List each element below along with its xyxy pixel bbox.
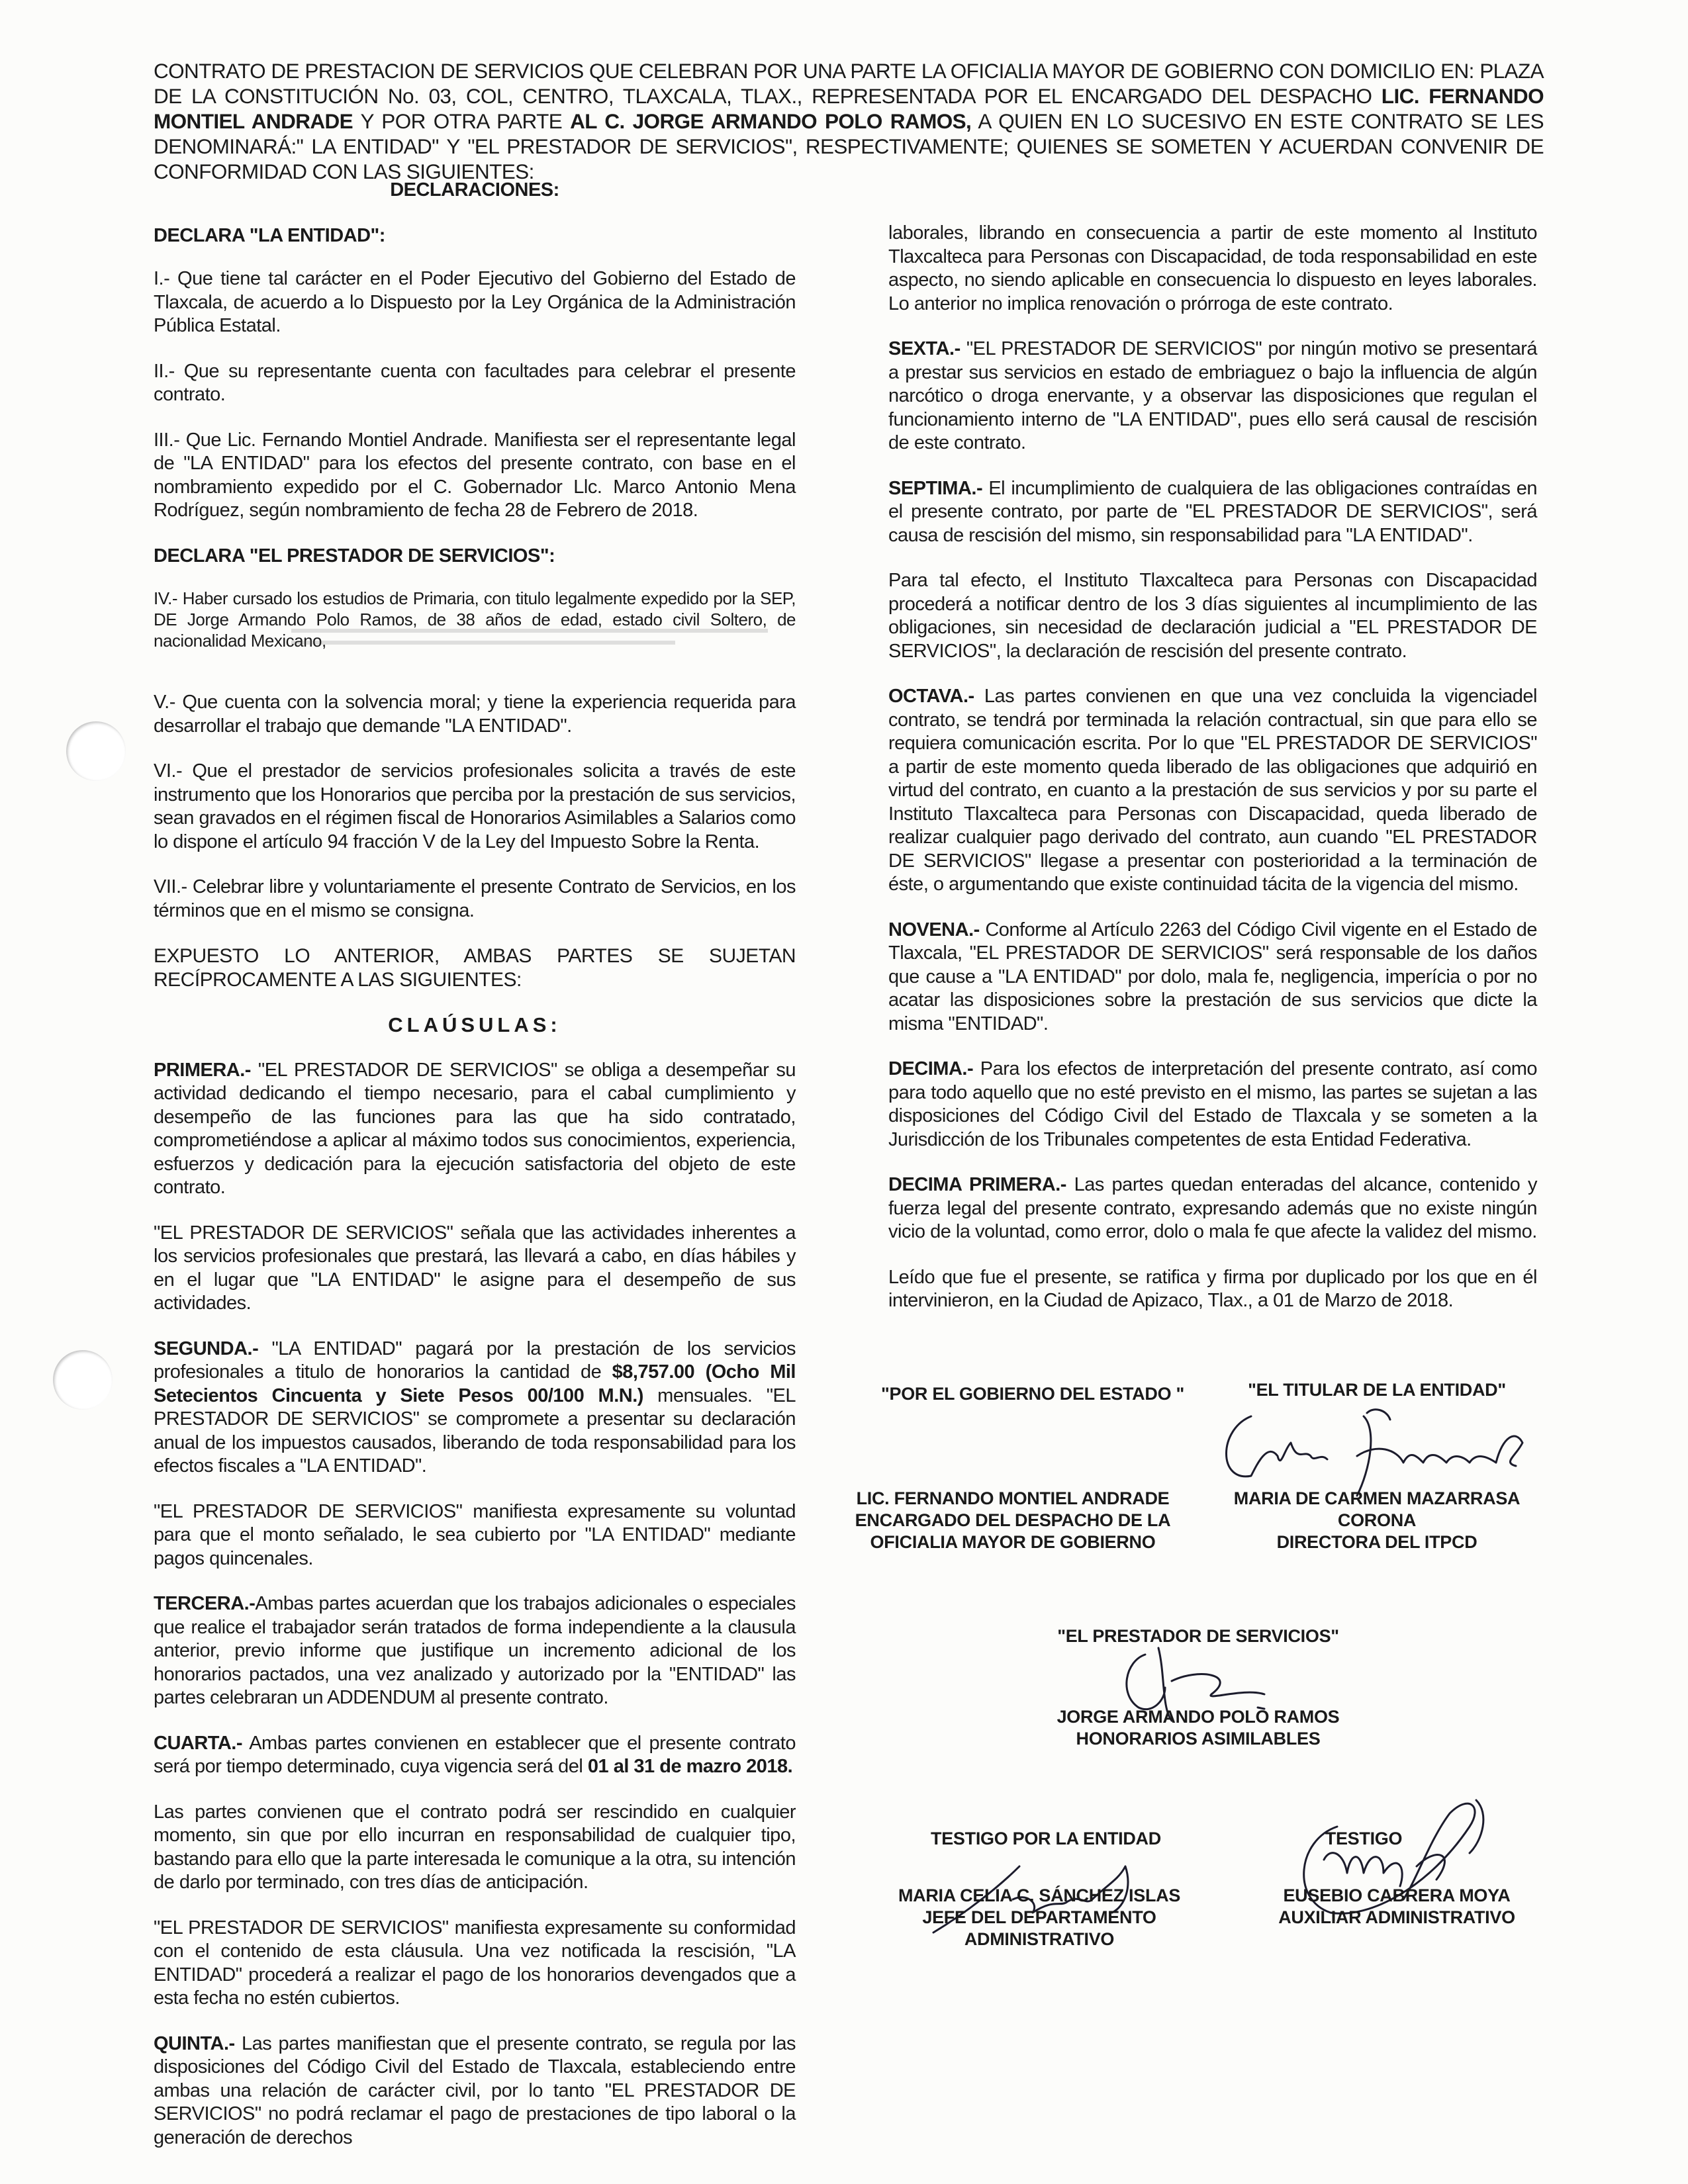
clause-text: Las partes manifiestan que el presente contrato, se regula por las disposiciones del Código Civil del Estado de Tlaxcala, estableciendo entre ambas una relación de carácter civil, por lo tanto "EL PRESTADOR DE SERVICIOS" no podrá reclamar el pago de prestaciones de tipo laboral o la generación de derechos <box>154 2032 796 2148</box>
signer-role: DIRECTORA DEL ITPCD <box>1276 1532 1477 1552</box>
clausula-decima-primera <box>888 1173 1537 1244</box>
declaraciones-title: DECLARACIONES: <box>390 179 559 201</box>
testigo2-signature-block <box>1258 1885 1536 1929</box>
clausula-cuarta <box>154 1732 796 1779</box>
signer-name: JORGE ARMANDO POLO RAMOS <box>1056 1707 1340 1727</box>
clausula-primera-2: "EL PRESTADOR DE SERVICIOS" señala que las actividades inherentes a los servicios profesionales que prestará, las llevará a cabo, en días hábiles y en el lugar que "LA ENTIDAD" le asigne para el desempeño de sus actividades. <box>154 1222 796 1314</box>
redacted-line <box>291 641 675 645</box>
header-text: A QUIEN EN LO SUCESIVO EN ESTE CONTRATO SE LES DENOMINARÁ:" LA ENTIDAD" Y "EL PRESTADOR DE SERVICIOS", RESPECTIVAMENTE; QUIENES SE SOMETEN Y ACUERDAN CONVENIR DE CONFORMIDAD CON LAS SIGUIENTES: <box>154 109 1544 183</box>
clause-text: Ambas partes acuerdan que los trabajos adicionales o especiales que realice el trabajador serán tratados de forma independiente a la clausula anterior, previo informe que justifique un incremento adicional de los honorarios pactados, una vez analizado y autorizado por la "ENTIDAD" las partes celebraran un ADDENDUM al presente contrato. <box>154 1593 796 1708</box>
clausula-septima <box>888 477 1537 548</box>
declaracion-vii: VII.- Celebrar libre y voluntariamente el presente Contrato de Servicios, en los términos que en el mismo se consigna. <box>154 876 796 921</box>
testigo1-signature-block <box>874 1885 1205 1950</box>
clausula-quinta-cont: laborales, librando en consecuencia a partir de este momento al Instituto Tlaxcalteca para Personas con Discapacidad, de toda responsabilidad en este aspecto, no siendo aplicable en consecuencia lo dispuesto en leyes laborales. Lo anterior no implica renovación o prórroga de este contrato. <box>888 222 1537 314</box>
clause-text: Las partes quedan enteradas del alcance, contenido y fuerza legal del presente contrato, expresando además que no existe ningún vicio de la voluntad, como error, dolo o mala fe que afecte la validez del mismo. <box>888 1174 1537 1242</box>
clause-text: "EL PRESTADOR DE SERVICIOS" por ningún motivo se presentará a prestar sus servicios en estado de embriaguez o bajo la influencia de algún narcótico o droga enervante, y a observar las disposiciones que regulan el funcionamiento interno de "LA ENTIDAD", pues ello será causal de rescisión de este contrato. <box>888 338 1537 453</box>
clause-text: Para los efectos de interpretación del presente contrato, así como para todo aquello que no esté previsto en el mismo, las partes se sujetan a las disposiciones del Código Civil del Estado de Tlaxcala y se someten a la Jurisdicción de los Tribunales competentes de esta Entidad Federativa. <box>888 1058 1537 1150</box>
punch-hole <box>66 721 126 781</box>
clause-label: NOVENA.- <box>888 919 980 940</box>
gobierno-signature-block <box>841 1488 1185 1553</box>
clausula-septima-2: Para tal efecto, el Instituto Tlaxcalteca para Personas con Discapacidad procederá a notificar dentro de los 3 días siguientes al incumplimiento de las obligaciones, sin necesidad de declaración judicial a "EL PRESTADOR DE SERVICIOS", la declaración de rescisión del presente contrato. <box>888 570 1537 662</box>
clause-text: mensuales. "EL PRESTADOR DE SERVICIOS" se compromete a presentar su declaración anual de los impuestos causados, liberando de toda responsabilidad para los efectos fiscales a "LA ENTIDAD". <box>154 1385 796 1477</box>
declaracion-iii: III.- Que Lic. Fernando Montiel Andrade. Manifiesta ser el representante legal de "LA ENTIDAD" para los efectos del presente contrato, con base en el nombramiento expedido por el C. Gobernador Llc. Marco Antonio Mena Rodríguez, según nombramiento de fecha 28 de Febrero de 2018. <box>154 429 796 521</box>
representative-name: LIC. FERNANDO MONTIEL ANDRADE <box>154 84 1544 133</box>
clausula-novena <box>888 919 1537 1036</box>
clause-text: Conforme al Artículo 2263 del Código Civil vigente en el Estado de Tlaxcala, "EL PRESTADOR DE SERVICIOS" será responsable de los daños que cause a "LA ENTIDAD" por dolo, mala fe, negligencia, imperícia o por no acatar las disposiciones sobre la prestación de sus servicios que dicte la misma "ENTIDAD". <box>888 919 1537 1034</box>
clause-label: SEPTIMA.- <box>888 477 983 499</box>
signer-name: MARIA CELIA C. SÁNCHEZ ISLAS <box>898 1886 1181 1905</box>
signer-role: ADMINISTRATIVO <box>964 1929 1115 1949</box>
clause-label: DECIMA.- <box>888 1058 974 1079</box>
clause-text: Ambas partes convienen en establecer que el presente contrato será por tiempo determinado, cuya vigencia será del <box>154 1732 796 1777</box>
clause-label: DECIMA PRIMERA.- <box>888 1174 1066 1195</box>
heading-text: "EL PRESTADOR DE SERVICIOS" <box>1057 1626 1339 1646</box>
clause-label: CUARTA.- <box>154 1732 242 1754</box>
signer-name: EUSEBIO CABRERA MOYA <box>1283 1886 1511 1905</box>
redacted-line <box>291 629 768 633</box>
clausula-primera <box>154 1059 796 1200</box>
left-column <box>154 179 796 2171</box>
clause-label: PRIMERA.- <box>154 1059 251 1081</box>
signer-name: MARIA DE CARMEN MAZARRASA <box>1233 1488 1521 1508</box>
clausula-cuarta-2: Las partes convienen que el contrato podrá ser rescindido en cualquier momento, sin que por ello incurran en responsabilidad de cualquier tipo, bastando para ello que la parte interesada le comunique a la otra, su intención de darlo por terminado, con tres días de anticipación. <box>154 1801 796 1893</box>
declaracion-iv: IV.- Haber cursado los estudios de Primaria, con titulo legalmente expedido por la SEP, DE Jorge Armando Polo Ramos, de 38 años de edad, estado civil Soltero, de nacionalidad Mexicano, <box>154 588 796 651</box>
heading-text: "POR EL GOBIERNO DEL ESTADO " <box>881 1384 1184 1404</box>
signer-role: ENCARGADO DEL DESPACHO DE LA <box>855 1510 1171 1530</box>
declara-prestador-heading: DECLARA "EL PRESTADOR DE SERVICIOS": <box>154 545 555 567</box>
clausula-tercera <box>154 1592 796 1710</box>
clausulas-title: CLAÚSULAS: <box>388 1013 561 1036</box>
vigencia-dates: 01 al 31 de mazro 2018. <box>587 1756 793 1777</box>
gobierno-heading <box>874 1383 1192 1405</box>
clausula-cuarta-3: "EL PRESTADOR DE SERVICIOS" manifiesta expresamente su conformidad con el contenido de esta cláusula. Una vez notificada la rescisión, "LA ENTIDAD" procederá a realizar el pago de los honorarios devengados que a esta fecha no estén cubiertos. <box>154 1917 796 2009</box>
expuesto-paragraph: EXPUESTO LO ANTERIOR, AMBAS PARTES SE SUJETAN RECÍPROCAMENTE A LAS SIGUIENTES: <box>154 945 796 991</box>
heading-text: "EL TITULAR DE LA ENTIDAD" <box>1248 1380 1506 1400</box>
clause-label: SEXTA.- <box>888 338 961 359</box>
clause-text: Las partes convienen en que una vez concluida la vigenciadel contrato, se tendrá por terminada la relación contractual, sin que para ello se requiera comunicación escrita. Por lo que "EL PRESTADOR DE SERVICIOS" a partir de este momento queda liberado de las obligaciones que adquirió en virtud del contrato, en cuanto a la prestación de sus servicios y por su parte el Instituto Tlaxcalteca para Personas con Discapacidad, queda liberado de realizar cualquier pago derivado del contrato, aun cuando "EL PRESTADOR DE SERVICIOS" llegase a presentar con posterioridad a la terminación de éste, o argumentando que existe continuidad tácita de la vigencia del mismo. <box>888 686 1537 895</box>
signer-role: AUXILIAR ADMINISTRATIVO <box>1278 1907 1515 1927</box>
signer-name: LIC. FERNANDO MONTIEL ANDRADE <box>856 1488 1170 1508</box>
clause-label: OCTAVA.- <box>888 686 974 707</box>
clausula-segunda <box>154 1338 796 1479</box>
signer-role: JEFE DEL DEPARTAMENTO <box>922 1907 1156 1927</box>
clausula-sexta <box>888 338 1537 455</box>
clause-text: "EL PRESTADOR DE SERVICIOS" se obliga a desempeñar su actividad dedicando el tiempo necesario, para el cabal cumplimiento y desempeño de las funciones para las que ha sido contratado, comprometiéndose a aplicar al máximo todos sus conocimientos, experiencia, esfuerzos y dedicación para la ejecución satisfactoria del objeto de este contrato. <box>154 1059 796 1198</box>
clausula-decima <box>888 1058 1537 1152</box>
clause-label: SEGUNDA.- <box>154 1338 259 1359</box>
clause-label: TERCERA.- <box>154 1593 256 1614</box>
clausula-segunda-2: "EL PRESTADOR DE SERVICIOS" manifiesta expresamente su voluntad para que el monto señalado, le sea cubierto por "LA ENTIDAD" mediante pagos quincenales. <box>154 1500 796 1569</box>
declaracion-vi: VI.- Que el prestador de servicios profesionales solicita a través de este instrumento que los Honorarios que perciba por la prestación de sus servicios, sean gravados en el régimen fiscal de Honorarios Asimilables a Salarios como lo dispone el artículo 94 fracción V de la Ley del Impuesto Sobre la Renta. <box>154 760 796 852</box>
heading-text: TESTIGO <box>1325 1829 1403 1848</box>
prestador-signature-block <box>1033 1706 1364 1750</box>
declara-entidad-heading: DECLARA "LA ENTIDAD": <box>154 224 385 246</box>
clause-text: El incumplimiento de cualquiera de las obligaciones contraídas en el presente contrato, por parte de "EL PRESTADOR DE SERVICIOS", será causa de rescisión del mismo, sin responsabilidad para "LA ENTIDAD". <box>888 477 1537 546</box>
header-text: CONTRATO DE PRESTACION DE SERVICIOS QUE CELEBRAN POR UNA PARTE LA OFICIALIA MAYOR DE GOBIERNO CON DOMICILIO EN: PLAZA DE LA CONSTITUCIÓN No. 03, COL, CENTRO, TLAXCALA, TLAX., REPRESENTADA POR EL ENCARGADO DEL DESPACHO <box>154 59 1544 108</box>
signer-role: OFICIALIA MAYOR DE GOBIERNO <box>870 1532 1156 1552</box>
signer-name: CORONA <box>1337 1510 1417 1530</box>
declaracion-ii: II.- Que su representante cuenta con facultades para celebrar el presente contrato. <box>154 360 796 405</box>
declaracion-v: V.- Que cuenta con la solvencia moral; y tiene la experiencia requerida para desarrollar el trabajo que demande "LA ENTIDAD". <box>154 692 796 737</box>
clausula-quinta <box>154 2032 796 2150</box>
provider-name: AL C. JORGE ARMANDO POLO RAMOS, <box>570 109 972 133</box>
signer-role: HONORARIOS ASIMILABLES <box>1076 1729 1321 1749</box>
clause-label: QUINTA.- <box>154 2032 235 2054</box>
clausula-octava <box>888 685 1537 897</box>
clause-text: "LA ENTIDAD" pagará por la prestación de los servicios profesionales a titulo de honorarios la cantidad de <box>154 1338 796 1383</box>
punch-hole <box>53 1350 113 1410</box>
leido-paragraph: Leído que fue el presente, se ratifica y firma por duplicado por los que en él intervinieron, en la Ciudad de Apizaco, Tlax., a 01 de Marzo de 2018. <box>888 1266 1537 1311</box>
right-column <box>888 222 1537 1335</box>
contract-header <box>154 58 1544 184</box>
header-text: Y POR OTRA PARTE <box>353 109 571 133</box>
declaracion-i: I.- Que tiene tal carácter en el Poder Ejecutivo del Gobierno del Estado de Tlaxcala, de acuerdo a lo Dispuesto por la Ley Orgánica de la Administración Pública Estatal. <box>154 268 796 336</box>
heading-text: TESTIGO POR LA ENTIDAD <box>931 1829 1161 1848</box>
titular-signature-block <box>1218 1488 1536 1553</box>
honorarios-amount: $8,757.00 (Ocho Mil Setecientos Cincuenta y Siete Pesos 00/100 M.N.) <box>154 1361 796 1406</box>
